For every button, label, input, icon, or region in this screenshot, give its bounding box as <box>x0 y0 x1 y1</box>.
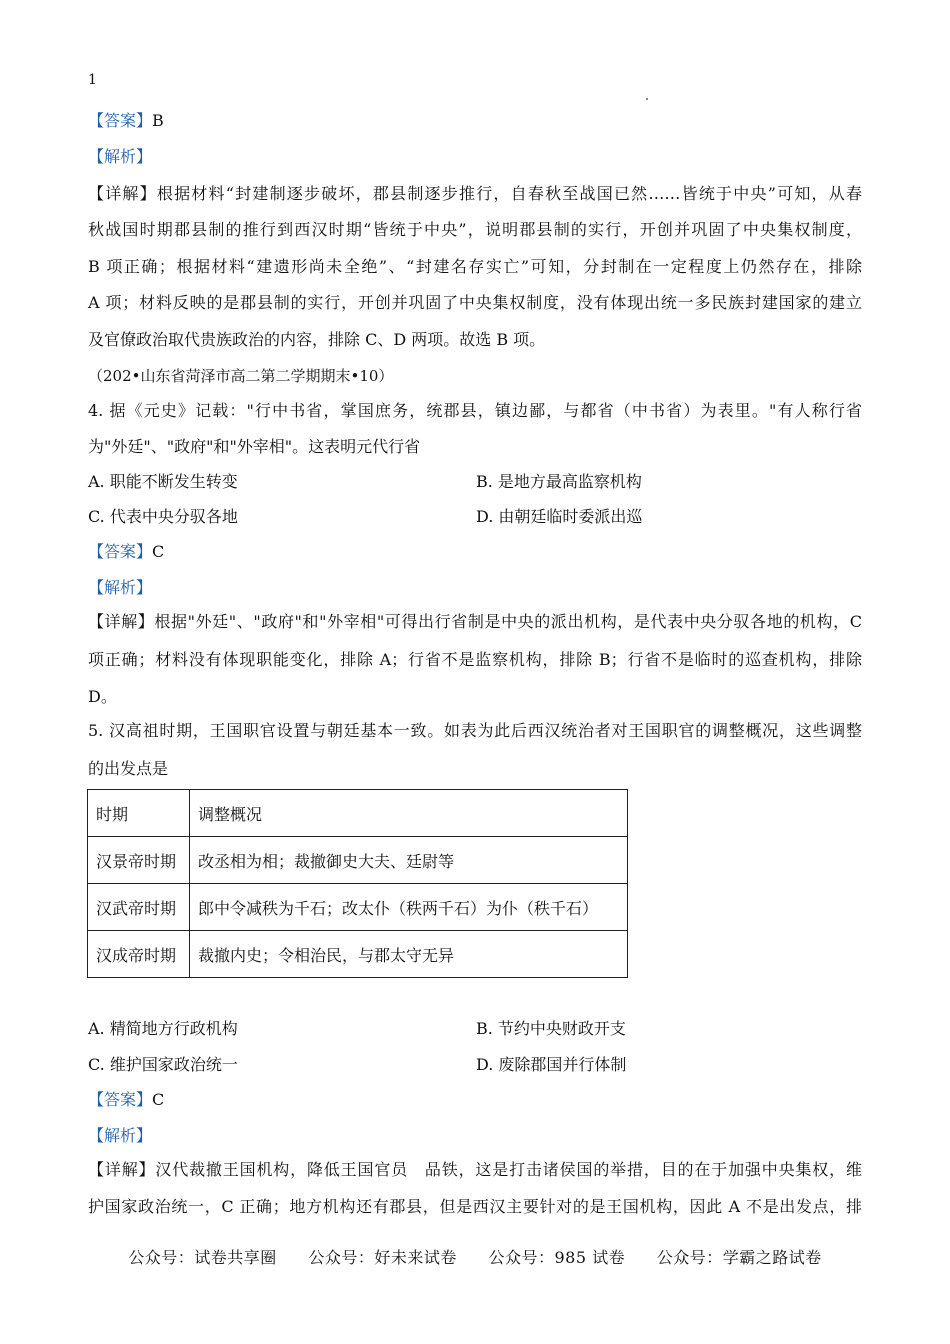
q4-analysis-line <box>88 578 862 598</box>
table-row <box>88 884 628 931</box>
footer-item: 公众号：学霸之路试卷 <box>656 1248 822 1267</box>
q4-option-d: D. 由朝廷临时委派出巡 <box>476 507 643 526</box>
detail-tag: 【详解】 <box>88 612 155 631</box>
q5-stem-line-2: 的出发点是 <box>88 759 169 778</box>
page-footer <box>0 1245 950 1268</box>
table-cell: 汉成帝时期 <box>88 931 190 978</box>
table-cell: 汉景帝时期 <box>88 837 190 884</box>
q5-option-c: C. 维护国家政治统一 <box>88 1055 238 1074</box>
q3-detail-line-5: 及官僚政治取代贵族政治的内容，排除 C、D 两项。故选 B 项。 <box>88 330 546 349</box>
q4-detail-line-2: 项正确；材料没有体现职能变化，排除 A；行省不是监察机构，排除 B；行省不是临时的巡查机构，排除 <box>88 650 862 669</box>
q5-detail-line-2: 护国家政治统一，C 正确；地方机构还有郡县，但是西汉主要针对的是王国机构，因此 A 不是出发点，排 <box>88 1197 862 1216</box>
answer-tag: 【答案】 <box>88 542 153 561</box>
q4-answer-line <box>88 542 862 562</box>
detail-text: 汉代裁撤王国机构，降低王国官员 品铁，这是打击诸侯国的举措，目的在于加强中央集权，维 <box>155 1160 862 1179</box>
detail-text: 根据"外廷"、"政府"和"外宰相"可得出行省制是中央的派出机构，是代表中央分驭各地的机构，C <box>154 612 862 631</box>
q4-option-a: A. 职能不断发生转变 <box>88 472 238 491</box>
table-header-cell: 调整概况 <box>190 790 628 837</box>
detail-tag: 【详解】 <box>88 1160 156 1179</box>
q4-option-b: B. 是地方最高监察机构 <box>476 472 642 491</box>
q4-option-c: C. 代表中央分驭各地 <box>88 507 238 526</box>
answer-tag: 【答案】 <box>88 111 153 130</box>
adjustment-table <box>87 789 628 978</box>
source-note: （202•山东省菏泽市高二第二学期期末•10） <box>88 367 394 385</box>
analysis-tag: 【解析】 <box>88 578 153 597</box>
answer-tag: 【答案】 <box>88 1090 153 1109</box>
q3-detail-line-1 <box>88 184 862 204</box>
q4-stem-line-1: 4. 据《元史》记载："行中书省，掌国庶务，统郡县，镇边鄙，与都省（中书省）为表里。"有人称行省 <box>88 401 862 420</box>
q4-detail-line-1 <box>88 612 862 632</box>
q3-detail-line-3: B 项正确；根据材料“建遗形尚未全绝”、“封建名存实亡”可知，分封制在一定程度上仍然存在，排除 <box>88 257 862 276</box>
q3-detail-line-2: 秋战国时期郡县制的推行到西汉时期“皆统于中央”，说明郡县制的实行，开创并巩固了中央集权制度， <box>88 220 862 239</box>
table-row <box>88 837 628 884</box>
q3-detail-line-4: A 项；材料反映的是郡县制的实行，开创并巩固了中央集权制度，没有体现出统一多民族封建国家的建立 <box>88 293 862 312</box>
q4-stem-line-2: 为"外廷"、"政府"和"外宰相"。这表明元代行省 <box>88 437 421 456</box>
table-row <box>88 931 628 978</box>
q5-detail-line-1 <box>88 1160 862 1180</box>
page-number: 1 <box>88 72 97 88</box>
analysis-tag: 【解析】 <box>88 1126 153 1145</box>
q3-analysis-line <box>88 147 862 167</box>
detail-tag: 【详解】 <box>88 184 157 203</box>
q5-option-a: A. 精简地方行政机构 <box>88 1019 238 1038</box>
footer-item: 公众号：好未来试卷 <box>308 1248 457 1267</box>
detail-text: 根据材料“封建制逐步破坏，郡县制逐步推行，自春秋至战国已然……皆统于中央”可知，从春 <box>156 184 862 203</box>
table-cell: 改丞相为相；裁撤御史大夫、廷尉等 <box>190 837 628 884</box>
table-cell: 郎中令减秩为千石；改太仆（秩两千石）为仆（秩千石） <box>190 884 628 931</box>
q5-stem-line-1: 5. 汉高祖时期，王国职官设置与朝廷基本一致。如表为此后西汉统治者对王国职官的调整概况，这些调整 <box>88 721 862 740</box>
answer-value: C <box>152 542 165 561</box>
q5-option-b: B. 节约中央财政开支 <box>476 1019 626 1038</box>
analysis-tag: 【解析】 <box>88 147 153 166</box>
q5-answer-line <box>88 1090 862 1110</box>
answer-value: C <box>152 1090 165 1109</box>
table-header-cell: 时期 <box>88 790 190 837</box>
q3-answer-line <box>88 111 862 131</box>
footer-item: 公众号：试卷共享圈 <box>128 1248 277 1267</box>
q5-option-d: D. 废除郡国并行体制 <box>476 1055 627 1074</box>
table-cell: 汉武帝时期 <box>88 884 190 931</box>
footer-item: 公众号：985 试卷 <box>488 1248 626 1267</box>
table-cell: 裁撤内史；令相治民，与郡太守无异 <box>190 931 628 978</box>
q5-analysis-line <box>88 1126 862 1146</box>
answer-value: B <box>152 111 164 130</box>
stray-dot <box>646 98 648 100</box>
table-header-row <box>88 790 628 837</box>
q4-detail-line-3: D。 <box>88 687 117 706</box>
